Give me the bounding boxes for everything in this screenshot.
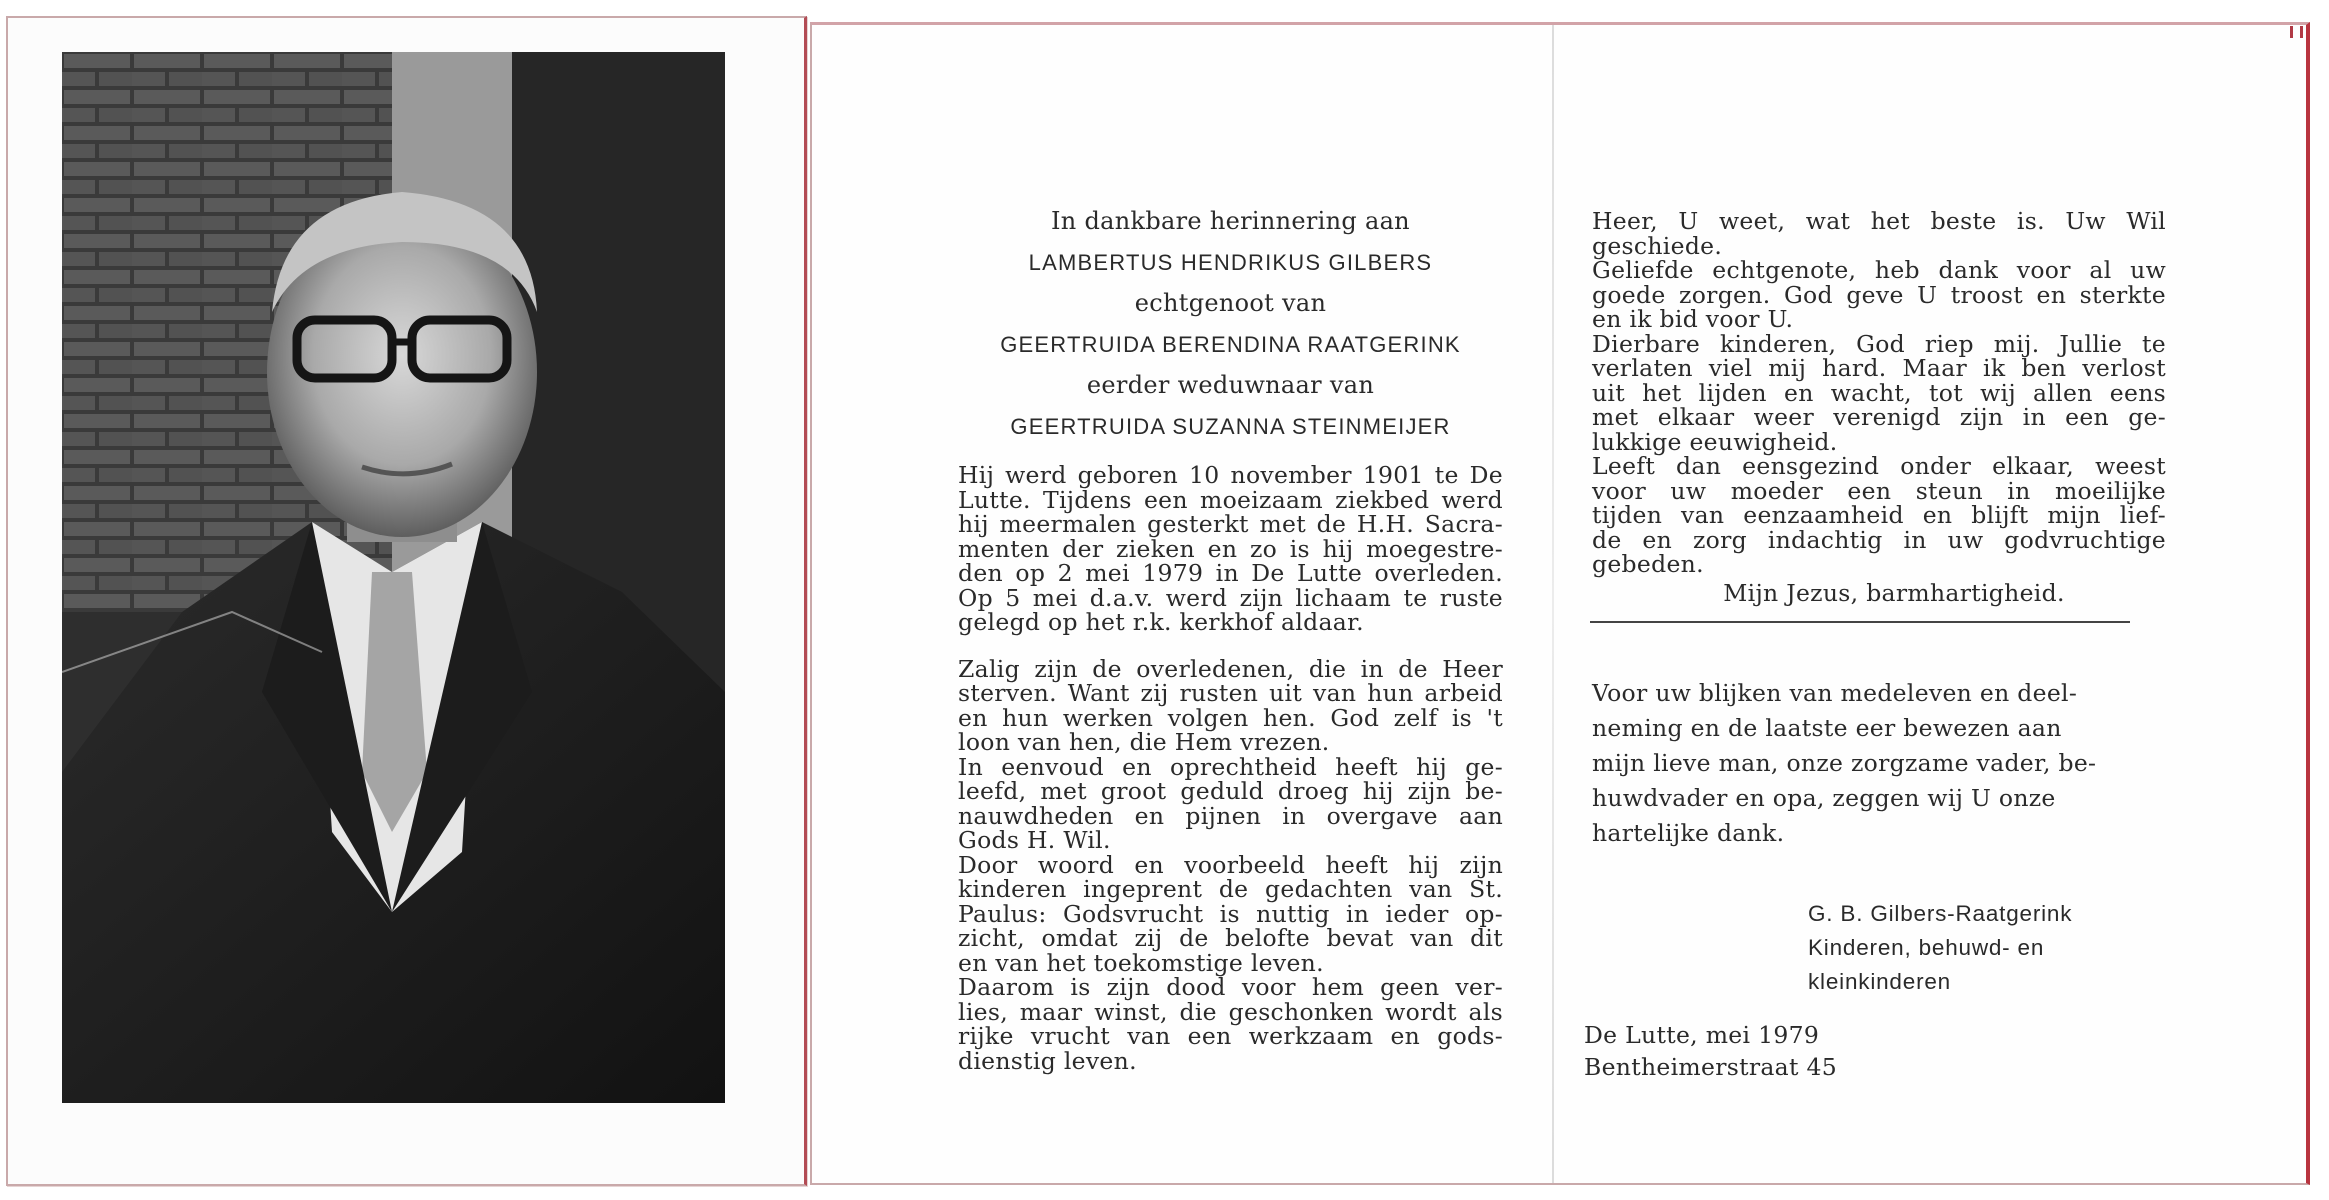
farewell-paragraph	[1592, 209, 2166, 577]
place-date-line: De Lutte, mei 1979	[1584, 1021, 1820, 1049]
text-line: Voor uw blijken van medeleven en deel-	[1592, 679, 2078, 707]
text-page-left	[958, 25, 1503, 1183]
heading-spouse-label: echtgenoot van	[1134, 289, 1327, 317]
text-page-right	[1584, 25, 2166, 1183]
text-line: Paulus: Godsvrucht is nuttig in ieder op-	[958, 899, 1503, 928]
text-line: Daarom is zijn dood voor hem geen ver-	[958, 973, 1503, 1001]
text-line: Gods H. Wil.	[958, 826, 1111, 854]
text-line: rijke vrucht van een werkzaam en gods-	[958, 1022, 1503, 1050]
family-signature	[1808, 897, 2166, 999]
signature-line: G. B. Gilbers-Raatgerink	[1808, 901, 2073, 926]
text-line: geschiede.	[1592, 231, 1723, 260]
text-line: lies, maar winst, die geschonken wordt als	[958, 997, 1503, 1026]
dedication-heading	[958, 201, 1503, 447]
text-line: sterven. Want zij rusten uit van hun arbeid	[958, 679, 1503, 707]
card-fold	[1552, 25, 1554, 1183]
text-line: Lutte. Tijdens een moeizaam ziekbed werd	[958, 485, 1503, 514]
heading-widower-label: eerder weduwnaar van	[1086, 371, 1375, 399]
biography-paragraph	[958, 463, 1503, 635]
text-line: zicht, omdat zij de belofte bevat van dit	[958, 924, 1503, 952]
text-line: menten der zieken en zo is hij moegestre-	[958, 534, 1503, 563]
text-line: kinderen ingeprent de gedachten van St.	[958, 875, 1503, 903]
text-line: den op 2 mei 1979 in De Lutte overleden.	[958, 559, 1503, 587]
scan-mark	[2300, 26, 2303, 38]
deceased-name: LAMBERTUS HENDRIKUS GILBERS	[1028, 250, 1433, 275]
text-line: Zalig zijn de overledenen, die in de Heer	[958, 654, 1503, 683]
text-line: Op 5 mei d.a.v. werd zijn lichaam te ruste	[958, 583, 1503, 612]
text-line: hartelijke dank.	[1592, 819, 1785, 847]
text-line: en van het toekomstige leven.	[958, 948, 1324, 977]
divider-line	[1590, 621, 2130, 623]
signature-line: Kinderen, behuwd- en	[1808, 935, 2045, 960]
text-line: tijden van eenzaamheid en blijft mijn lief-	[1592, 501, 2166, 529]
scripture-paragraph	[958, 654, 1503, 1075]
heading-intro: In dankbare herinnering aan	[1051, 207, 1410, 235]
portrait-image	[62, 52, 725, 1103]
spouse-name: GEERTRUIDA BERENDINA RAATGERINK	[1000, 332, 1461, 357]
text-line: hij meermalen gesterkt met de H.H. Sacra-	[958, 510, 1503, 538]
text-line: leefd, met groot geduld droeg hij zijn be-	[958, 777, 1503, 805]
text-line: en hun werken volgen hen. God zelf is 't	[958, 703, 1503, 732]
address-line: Bentheimerstraat 45	[1584, 1053, 1838, 1081]
text-line: huwdvader en opa, zeggen wij U onze	[1592, 784, 2056, 812]
text-line: met elkaar weer verenigd zijn in een ge-	[1592, 403, 2166, 431]
text-line: gebeden.	[1592, 550, 1704, 578]
text-line: goede zorgen. God geve U troost en sterkte	[1592, 280, 2166, 309]
text-line: Hij werd geboren 10 november 1901 te De	[958, 461, 1503, 489]
closing-prayer: Mijn Jezus, barmhartigheid.	[1723, 578, 2065, 607]
text-line: mijn lieve man, onze zorgzame vader, be-	[1592, 749, 2097, 777]
text-line: en ik bid voor U.	[1592, 305, 1794, 333]
first-wife-name: GEERTRUIDA SUZANNA STEINMEIJER	[1010, 414, 1451, 439]
text-line: Heer, U weet, wat het beste is. Uw Wil	[1592, 207, 2166, 235]
memorial-card-text-side	[810, 22, 2310, 1185]
text-line: Dierbare kinderen, God riep mij. Jullie te	[1592, 329, 2166, 358]
memorial-card-photo-side	[6, 16, 807, 1186]
scan-mark	[2290, 26, 2293, 38]
text-line: Leeft dan eensgezind onder elkaar, weest	[1592, 452, 2166, 480]
thanks-paragraph	[1592, 676, 2166, 851]
text-line: verlaten viel mij hard. Maar ik ben verlost	[1592, 354, 2166, 382]
text-line: gelegd op het r.k. kerkhof aldaar.	[958, 608, 1364, 636]
text-line: In eenvoud en oprechtheid heeft hij ge-	[958, 752, 1503, 781]
text-line: dienstig leven.	[958, 1046, 1137, 1075]
text-line: loon van hen, die Hem vrezen.	[958, 728, 1330, 756]
text-line: voor uw moeder een steun in moeilijke	[1592, 476, 2166, 505]
text-line: uit het lijden en wacht, tot wij allen eens	[1592, 378, 2166, 407]
text-line: neming en de laatste eer bewezen aan	[1592, 714, 2062, 742]
text-line: de en zorg indachtig in uw godvruchtige	[1592, 525, 2166, 554]
text-line: lukkige eeuwigheid.	[1592, 427, 1838, 456]
place-and-date	[1584, 1019, 2166, 1083]
text-line: nauwdheden en pijnen in overgave aan	[958, 801, 1503, 830]
portrait-photo	[62, 52, 725, 1103]
text-line: Door woord en voorbeeld heeft hij zijn	[958, 850, 1503, 879]
signature-line: kleinkinderen	[1808, 969, 1951, 994]
text-line: Geliefde echtgenote, heb dank voor al uw	[1592, 256, 2166, 284]
